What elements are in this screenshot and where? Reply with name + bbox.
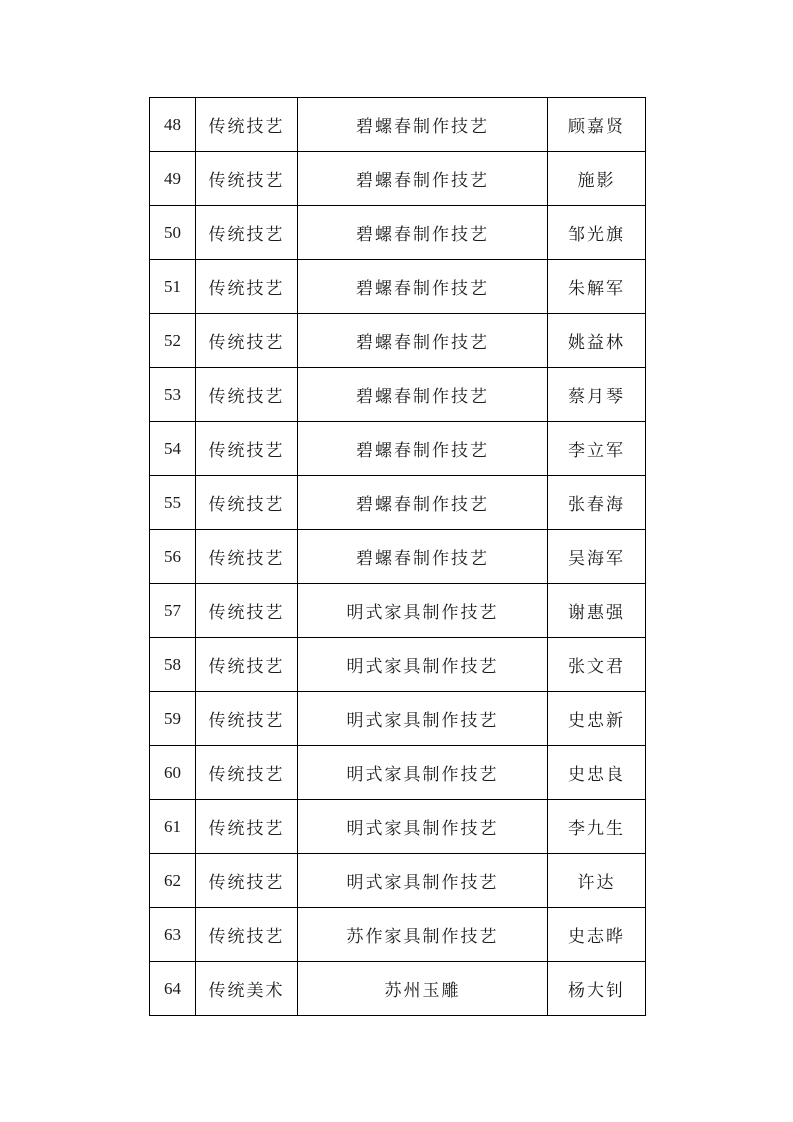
project-cell: 碧螺春制作技艺 (298, 206, 548, 260)
row-number: 56 (150, 530, 196, 584)
name-cell: 吴海军 (548, 530, 646, 584)
row-number: 48 (150, 98, 196, 152)
name-cell: 朱解军 (548, 260, 646, 314)
table-row (150, 746, 646, 800)
name-cell: 李九生 (548, 800, 646, 854)
project-cell: 明式家具制作技艺 (298, 800, 548, 854)
table-row (150, 98, 646, 152)
name-cell: 史志晔 (548, 908, 646, 962)
row-number: 53 (150, 368, 196, 422)
project-cell: 苏州玉雕 (298, 962, 548, 1016)
category-cell: 传统技艺 (196, 98, 298, 152)
table-row (150, 800, 646, 854)
roster-table (149, 97, 646, 1016)
table-row (150, 584, 646, 638)
project-cell: 明式家具制作技艺 (298, 854, 548, 908)
name-cell: 谢惠强 (548, 584, 646, 638)
name-cell: 杨大钊 (548, 962, 646, 1016)
project-cell: 明式家具制作技艺 (298, 584, 548, 638)
name-cell: 史忠新 (548, 692, 646, 746)
category-cell: 传统技艺 (196, 206, 298, 260)
project-cell: 碧螺春制作技艺 (298, 476, 548, 530)
project-cell: 碧螺春制作技艺 (298, 314, 548, 368)
table-row (150, 314, 646, 368)
category-cell: 传统技艺 (196, 476, 298, 530)
name-cell: 蔡月琴 (548, 368, 646, 422)
category-cell: 传统技艺 (196, 314, 298, 368)
category-cell: 传统技艺 (196, 422, 298, 476)
table-row (150, 692, 646, 746)
row-number: 50 (150, 206, 196, 260)
name-cell: 邹光旗 (548, 206, 646, 260)
project-cell: 明式家具制作技艺 (298, 746, 548, 800)
table-row (150, 530, 646, 584)
project-cell: 明式家具制作技艺 (298, 692, 548, 746)
name-cell: 施影 (548, 152, 646, 206)
name-cell: 许达 (548, 854, 646, 908)
table-row (150, 422, 646, 476)
category-cell: 传统技艺 (196, 854, 298, 908)
row-number: 57 (150, 584, 196, 638)
table-row (150, 368, 646, 422)
project-cell: 碧螺春制作技艺 (298, 152, 548, 206)
name-cell: 史忠良 (548, 746, 646, 800)
category-cell: 传统技艺 (196, 908, 298, 962)
table-row (150, 476, 646, 530)
row-number: 61 (150, 800, 196, 854)
table-row (150, 854, 646, 908)
project-cell: 碧螺春制作技艺 (298, 422, 548, 476)
table-row (150, 908, 646, 962)
table-row (150, 260, 646, 314)
row-number: 51 (150, 260, 196, 314)
row-number: 59 (150, 692, 196, 746)
row-number: 63 (150, 908, 196, 962)
project-cell: 碧螺春制作技艺 (298, 98, 548, 152)
category-cell: 传统技艺 (196, 530, 298, 584)
row-number: 60 (150, 746, 196, 800)
category-cell: 传统技艺 (196, 692, 298, 746)
row-number: 52 (150, 314, 196, 368)
category-cell: 传统技艺 (196, 368, 298, 422)
category-cell: 传统技艺 (196, 746, 298, 800)
table-row (150, 962, 646, 1016)
name-cell: 张文君 (548, 638, 646, 692)
name-cell: 李立军 (548, 422, 646, 476)
row-number: 54 (150, 422, 196, 476)
project-cell: 碧螺春制作技艺 (298, 530, 548, 584)
table-row (150, 206, 646, 260)
project-cell: 碧螺春制作技艺 (298, 368, 548, 422)
category-cell: 传统技艺 (196, 260, 298, 314)
row-number: 62 (150, 854, 196, 908)
category-cell: 传统技艺 (196, 638, 298, 692)
project-cell: 碧螺春制作技艺 (298, 260, 548, 314)
project-cell: 明式家具制作技艺 (298, 638, 548, 692)
table-row (150, 638, 646, 692)
table-row (150, 152, 646, 206)
project-cell: 苏作家具制作技艺 (298, 908, 548, 962)
category-cell: 传统技艺 (196, 152, 298, 206)
row-number: 64 (150, 962, 196, 1016)
name-cell: 姚益林 (548, 314, 646, 368)
category-cell: 传统技艺 (196, 800, 298, 854)
category-cell: 传统技艺 (196, 584, 298, 638)
category-cell: 传统美术 (196, 962, 298, 1016)
row-number: 49 (150, 152, 196, 206)
row-number: 55 (150, 476, 196, 530)
name-cell: 顾嘉贤 (548, 98, 646, 152)
name-cell: 张春海 (548, 476, 646, 530)
row-number: 58 (150, 638, 196, 692)
